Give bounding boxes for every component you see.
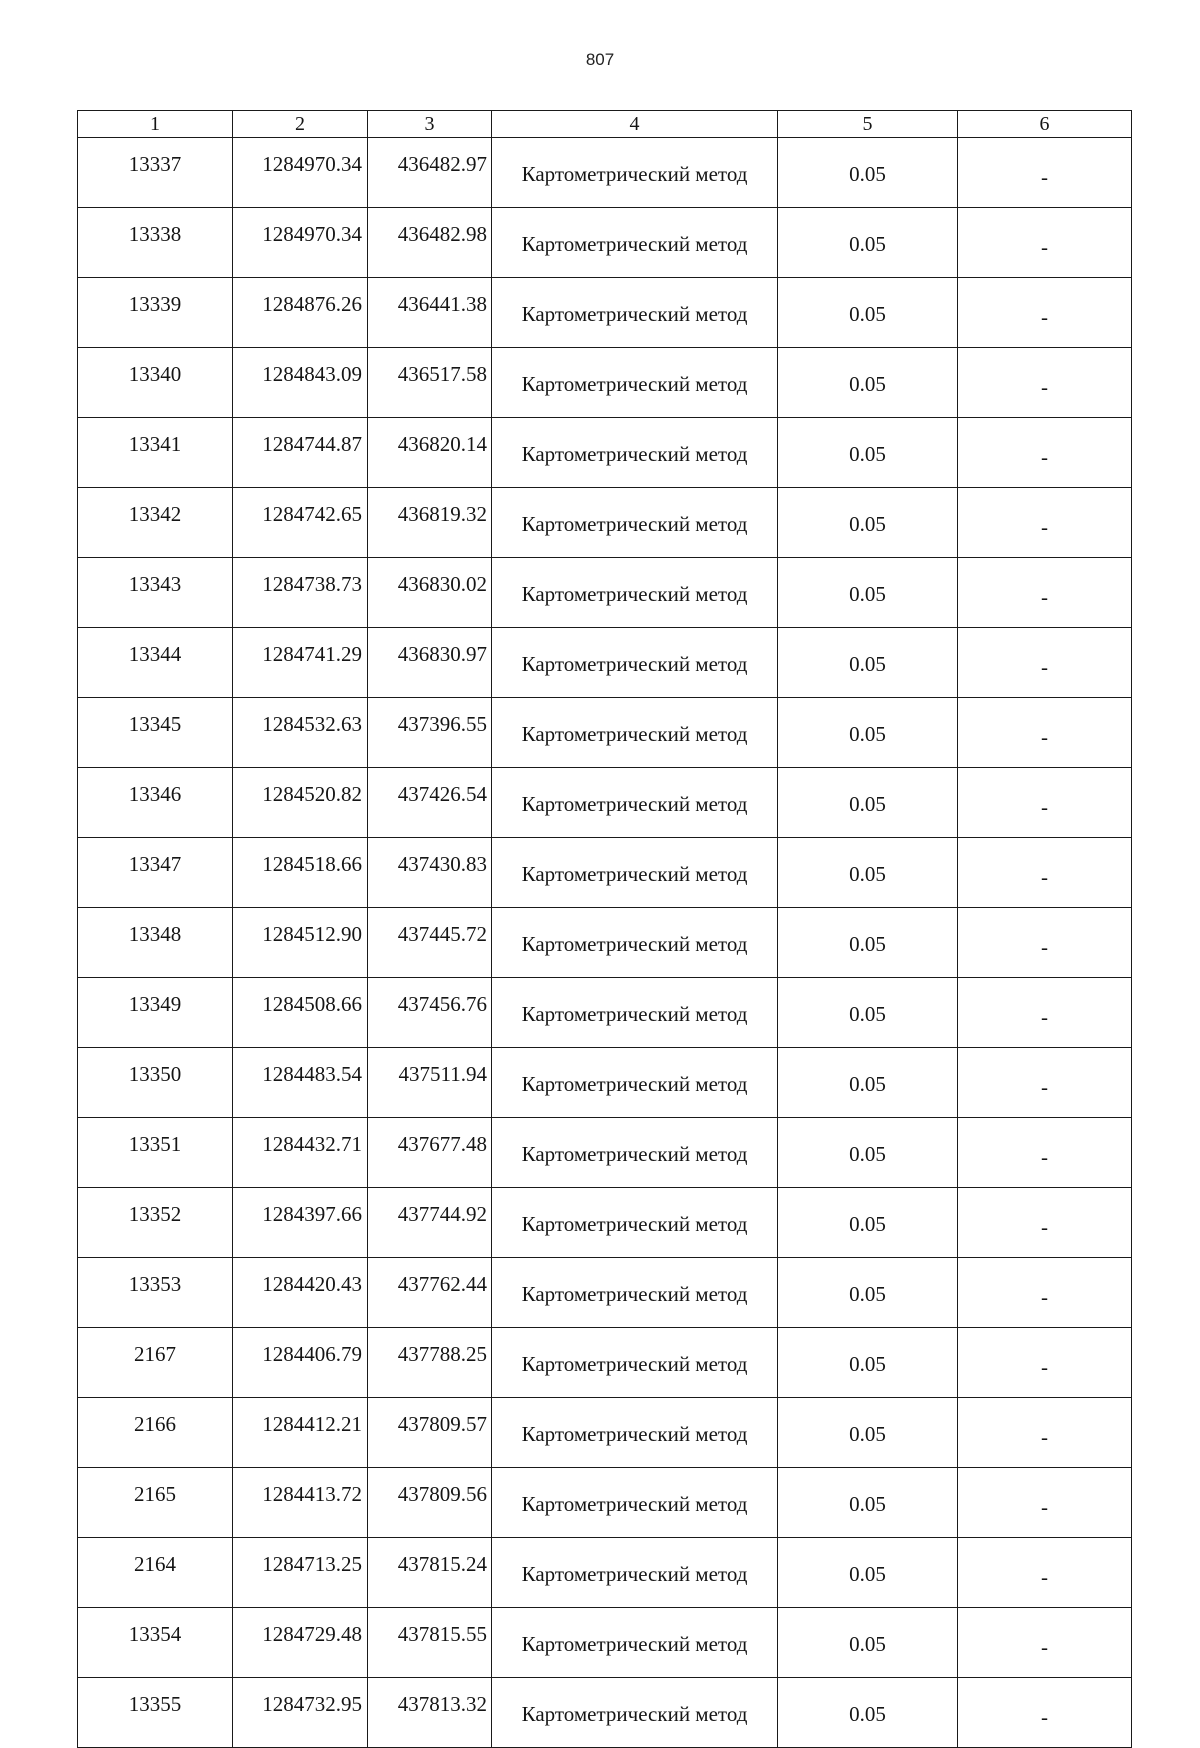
accuracy-cell: 0.05 xyxy=(778,1188,958,1258)
table-row xyxy=(78,558,1132,628)
point-number-cell: 13349 xyxy=(78,978,233,1048)
accuracy-cell: 0.05 xyxy=(778,1608,958,1678)
note-cell: - xyxy=(958,838,1132,908)
method-cell: Картометрический метод xyxy=(492,348,778,418)
note-cell: - xyxy=(958,278,1132,348)
point-number-cell: 13346 xyxy=(78,768,233,838)
x-coordinate-cell: 1284520.82 xyxy=(233,768,368,838)
x-coordinate-cell: 1284518.66 xyxy=(233,838,368,908)
x-coordinate-cell: 1284742.65 xyxy=(233,488,368,558)
y-coordinate-cell: 437744.92 xyxy=(368,1188,492,1258)
point-number-cell: 13347 xyxy=(78,838,233,908)
y-coordinate-cell: 436517.58 xyxy=(368,348,492,418)
table-row xyxy=(78,908,1132,978)
table-row xyxy=(78,1258,1132,1328)
y-coordinate-cell: 437677.48 xyxy=(368,1118,492,1188)
note-cell: - xyxy=(958,488,1132,558)
y-coordinate-cell: 437815.55 xyxy=(368,1608,492,1678)
table-body xyxy=(78,138,1132,1748)
method-cell: Картометрический метод xyxy=(492,1258,778,1328)
table-row xyxy=(78,978,1132,1048)
accuracy-cell: 0.05 xyxy=(778,1678,958,1748)
point-number-cell: 13351 xyxy=(78,1118,233,1188)
note-cell: - xyxy=(958,1678,1132,1748)
method-cell: Картометрический метод xyxy=(492,1468,778,1538)
note-cell: - xyxy=(958,698,1132,768)
table-row xyxy=(78,698,1132,768)
table-row xyxy=(78,418,1132,488)
method-cell: Картометрический метод xyxy=(492,488,778,558)
method-cell: Картометрический метод xyxy=(492,278,778,348)
x-coordinate-cell: 1284512.90 xyxy=(233,908,368,978)
method-cell: Картометрический метод xyxy=(492,1118,778,1188)
method-cell: Картометрический метод xyxy=(492,1188,778,1258)
method-cell: Картометрический метод xyxy=(492,628,778,698)
accuracy-cell: 0.05 xyxy=(778,768,958,838)
table-header xyxy=(78,111,1132,138)
table-row xyxy=(78,1538,1132,1608)
x-coordinate-cell: 1284413.72 xyxy=(233,1468,368,1538)
x-coordinate-cell: 1284744.87 xyxy=(233,418,368,488)
x-coordinate-cell: 1284843.09 xyxy=(233,348,368,418)
method-cell: Картометрический метод xyxy=(492,1398,778,1468)
table-row xyxy=(78,138,1132,208)
y-coordinate-cell: 436820.14 xyxy=(368,418,492,488)
column-header-5: 5 xyxy=(778,111,958,138)
table-row xyxy=(78,1118,1132,1188)
column-header-4: 4 xyxy=(492,111,778,138)
accuracy-cell: 0.05 xyxy=(778,978,958,1048)
note-cell: - xyxy=(958,558,1132,628)
coordinates-table xyxy=(77,110,1132,1748)
accuracy-cell: 0.05 xyxy=(778,908,958,978)
accuracy-cell: 0.05 xyxy=(778,208,958,278)
accuracy-cell: 0.05 xyxy=(778,138,958,208)
accuracy-cell: 0.05 xyxy=(778,1468,958,1538)
x-coordinate-cell: 1284713.25 xyxy=(233,1538,368,1608)
table-row xyxy=(78,1188,1132,1258)
x-coordinate-cell: 1284432.71 xyxy=(233,1118,368,1188)
y-coordinate-cell: 436830.97 xyxy=(368,628,492,698)
y-coordinate-cell: 437456.76 xyxy=(368,978,492,1048)
x-coordinate-cell: 1284970.34 xyxy=(233,138,368,208)
accuracy-cell: 0.05 xyxy=(778,838,958,908)
note-cell: - xyxy=(958,418,1132,488)
x-coordinate-cell: 1284729.48 xyxy=(233,1608,368,1678)
note-cell: - xyxy=(958,208,1132,278)
point-number-cell: 13343 xyxy=(78,558,233,628)
accuracy-cell: 0.05 xyxy=(778,348,958,418)
note-cell: - xyxy=(958,1328,1132,1398)
y-coordinate-cell: 437430.83 xyxy=(368,838,492,908)
point-number-cell: 2164 xyxy=(78,1538,233,1608)
y-coordinate-cell: 437809.57 xyxy=(368,1398,492,1468)
y-coordinate-cell: 437511.94 xyxy=(368,1048,492,1118)
point-number-cell: 2167 xyxy=(78,1328,233,1398)
point-number-cell: 13345 xyxy=(78,698,233,768)
accuracy-cell: 0.05 xyxy=(778,558,958,628)
x-coordinate-cell: 1284738.73 xyxy=(233,558,368,628)
y-coordinate-cell: 437426.54 xyxy=(368,768,492,838)
y-coordinate-cell: 436830.02 xyxy=(368,558,492,628)
x-coordinate-cell: 1284741.29 xyxy=(233,628,368,698)
note-cell: - xyxy=(958,1468,1132,1538)
y-coordinate-cell: 437396.55 xyxy=(368,698,492,768)
table-row xyxy=(78,1398,1132,1468)
point-number-cell: 13352 xyxy=(78,1188,233,1258)
method-cell: Картометрический метод xyxy=(492,768,778,838)
accuracy-cell: 0.05 xyxy=(778,1398,958,1468)
method-cell: Картометрический метод xyxy=(492,558,778,628)
point-number-cell: 2165 xyxy=(78,1468,233,1538)
table-row xyxy=(78,628,1132,698)
x-coordinate-cell: 1284397.66 xyxy=(233,1188,368,1258)
point-number-cell: 13353 xyxy=(78,1258,233,1328)
table-row xyxy=(78,1678,1132,1748)
note-cell: - xyxy=(958,1258,1132,1328)
y-coordinate-cell: 436819.32 xyxy=(368,488,492,558)
note-cell: - xyxy=(958,908,1132,978)
point-number-cell: 13355 xyxy=(78,1678,233,1748)
table-row xyxy=(78,488,1132,558)
y-coordinate-cell: 437762.44 xyxy=(368,1258,492,1328)
accuracy-cell: 0.05 xyxy=(778,278,958,348)
page-number: 807 xyxy=(585,50,615,69)
accuracy-cell: 0.05 xyxy=(778,1538,958,1608)
method-cell: Картометрический метод xyxy=(492,1538,778,1608)
y-coordinate-cell: 436482.97 xyxy=(368,138,492,208)
method-cell: Картометрический метод xyxy=(492,838,778,908)
column-header-3: 3 xyxy=(368,111,492,138)
header-row xyxy=(78,111,1132,138)
method-cell: Картометрический метод xyxy=(492,1678,778,1748)
accuracy-cell: 0.05 xyxy=(778,1048,958,1118)
column-header-1: 1 xyxy=(78,111,233,138)
x-coordinate-cell: 1284532.63 xyxy=(233,698,368,768)
x-coordinate-cell: 1284732.95 xyxy=(233,1678,368,1748)
method-cell: Картометрический метод xyxy=(492,208,778,278)
y-coordinate-cell: 436482.98 xyxy=(368,208,492,278)
table-row xyxy=(78,768,1132,838)
accuracy-cell: 0.05 xyxy=(778,698,958,768)
accuracy-cell: 0.05 xyxy=(778,1328,958,1398)
y-coordinate-cell: 437788.25 xyxy=(368,1328,492,1398)
table-row xyxy=(78,278,1132,348)
note-cell: - xyxy=(958,1188,1132,1258)
method-cell: Картометрический метод xyxy=(492,1328,778,1398)
table-row xyxy=(78,348,1132,418)
note-cell: - xyxy=(958,1048,1132,1118)
point-number-cell: 13344 xyxy=(78,628,233,698)
x-coordinate-cell: 1284412.21 xyxy=(233,1398,368,1468)
accuracy-cell: 0.05 xyxy=(778,1258,958,1328)
x-coordinate-cell: 1284876.26 xyxy=(233,278,368,348)
accuracy-cell: 0.05 xyxy=(778,488,958,558)
point-number-cell: 13338 xyxy=(78,208,233,278)
note-cell: - xyxy=(958,978,1132,1048)
point-number-cell: 13337 xyxy=(78,138,233,208)
note-cell: - xyxy=(958,1538,1132,1608)
table-row xyxy=(78,1608,1132,1678)
x-coordinate-cell: 1284420.43 xyxy=(233,1258,368,1328)
method-cell: Картометрический метод xyxy=(492,1048,778,1118)
note-cell: - xyxy=(958,1118,1132,1188)
point-number-cell: 13339 xyxy=(78,278,233,348)
column-header-2: 2 xyxy=(233,111,368,138)
note-cell: - xyxy=(958,768,1132,838)
note-cell: - xyxy=(958,628,1132,698)
point-number-cell: 13340 xyxy=(78,348,233,418)
note-cell: - xyxy=(958,1398,1132,1468)
point-number-cell: 2166 xyxy=(78,1398,233,1468)
point-number-cell: 13342 xyxy=(78,488,233,558)
method-cell: Картометрический метод xyxy=(492,418,778,488)
x-coordinate-cell: 1284970.34 xyxy=(233,208,368,278)
note-cell: - xyxy=(958,1608,1132,1678)
point-number-cell: 13348 xyxy=(78,908,233,978)
y-coordinate-cell: 437445.72 xyxy=(368,908,492,978)
point-number-cell: 13341 xyxy=(78,418,233,488)
y-coordinate-cell: 436441.38 xyxy=(368,278,492,348)
column-header-6: 6 xyxy=(958,111,1132,138)
x-coordinate-cell: 1284483.54 xyxy=(233,1048,368,1118)
accuracy-cell: 0.05 xyxy=(778,1118,958,1188)
point-number-cell: 13350 xyxy=(78,1048,233,1118)
x-coordinate-cell: 1284406.79 xyxy=(233,1328,368,1398)
table-row xyxy=(78,1328,1132,1398)
note-cell: - xyxy=(958,348,1132,418)
method-cell: Картометрический метод xyxy=(492,978,778,1048)
method-cell: Картометрический метод xyxy=(492,138,778,208)
table-row xyxy=(78,1468,1132,1538)
x-coordinate-cell: 1284508.66 xyxy=(233,978,368,1048)
method-cell: Картометрический метод xyxy=(492,1608,778,1678)
accuracy-cell: 0.05 xyxy=(778,418,958,488)
method-cell: Картометрический метод xyxy=(492,698,778,768)
y-coordinate-cell: 437815.24 xyxy=(368,1538,492,1608)
y-coordinate-cell: 437813.32 xyxy=(368,1678,492,1748)
point-number-cell: 13354 xyxy=(78,1608,233,1678)
method-cell: Картометрический метод xyxy=(492,908,778,978)
table-row xyxy=(78,838,1132,908)
y-coordinate-cell: 437809.56 xyxy=(368,1468,492,1538)
table-row xyxy=(78,208,1132,278)
note-cell: - xyxy=(958,138,1132,208)
accuracy-cell: 0.05 xyxy=(778,628,958,698)
table-row xyxy=(78,1048,1132,1118)
